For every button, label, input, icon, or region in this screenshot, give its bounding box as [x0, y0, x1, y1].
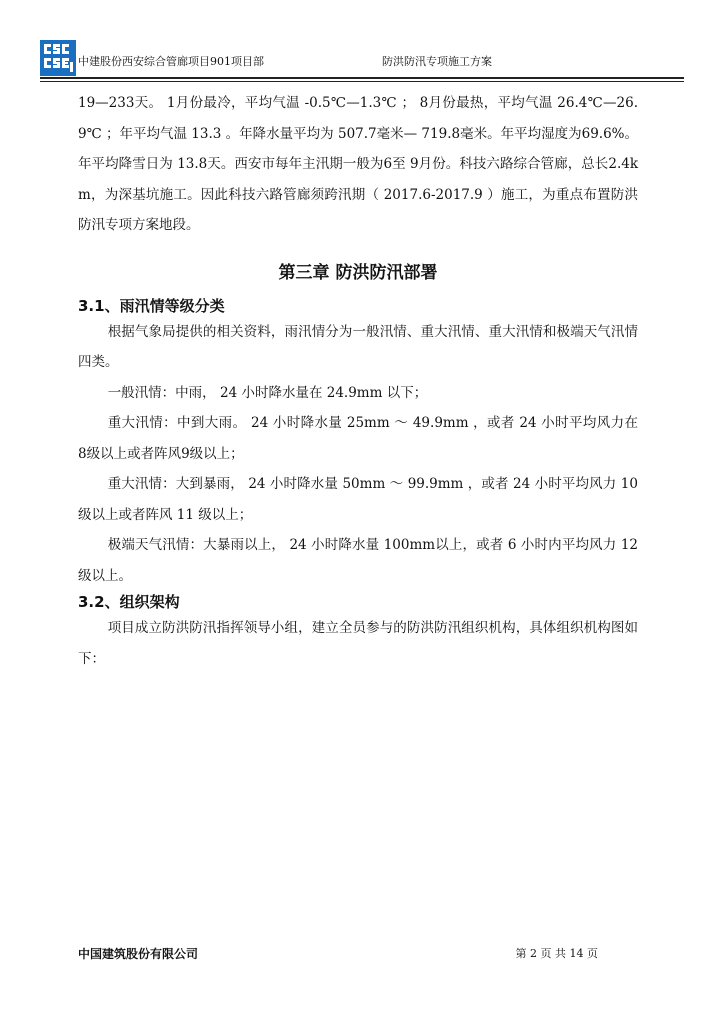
footer-company-name: 中国建筑股份有限公司	[78, 947, 199, 961]
flood-level-major-1: 重大汛情：中到大雨。 24 小时降水量 25mm ～ 49.9mm ，或者 24 小时平均风力在 8级以上或者阵风9级以上；	[78, 415, 638, 462]
flood-level-major-2: 重大汛情：大到暴雨， 24 小时降水量 50mm ～ 99.9mm ，或者 24 小时平均风力 10 级以上或者阵风 11 级以上；	[78, 476, 638, 523]
cscec-logo-icon	[40, 40, 76, 76]
chapter-title: 第三章 防洪防汛部署	[278, 262, 438, 283]
organization-paragraph: 项目成立防洪防汛指挥领导小组，建立全员参与的防洪防汛组织机构，具体组织机构图如下：	[78, 620, 638, 667]
climate-paragraph: 19—233天。 1月份最冷，平均气温 -0.5℃—1.3℃ ； 8月份最热，平均气温 26.4℃—26.9℃ ；年平均气温 13.3 。年降水量平均为 507.7毫米— 719.8毫米。年平均湿度为69.6%。年平均降雪日为 13.8天。西安市每年主汛期一般为6至 9月份。科技六路综合管廊，总长2.4km，为深基坑施工。因此科技六路管廊须跨汛期（ 2017.6-2017.9 ）施工，为重点布置防洪防汛专项方案地段。	[78, 95, 638, 233]
flood-level-extreme: 极端天气汛情：大暴雨以上， 24 小时降水量 100mm以上，或者 6 小时内平均风力 12 级以上。	[78, 537, 638, 584]
header-document-title: 防洪防汛专项施工方案	[382, 55, 492, 68]
page-content	[78, 88, 638, 674]
flood-level-general: 一般汛情：中雨， 24 小时降水量在 24.9mm 以下；	[107, 384, 428, 401]
section-title-organization: 3.2、组织架构	[78, 593, 180, 611]
header-project-name: 中建股份西安综合管廊项目901项目部	[78, 55, 264, 68]
header-divider-thick	[40, 77, 684, 79]
flood-levels-intro: 根据气象局提供的相关资料，雨汛情分为一般汛情、重大汛情、重大汛情和极端天气汛情四类。	[78, 323, 638, 370]
page-number: 第 2 页 共 14 页	[515, 947, 598, 960]
section-title-flood-levels: 3.1、雨汛情等级分类	[78, 296, 225, 315]
page-header	[40, 40, 684, 80]
page-footer	[78, 945, 598, 969]
header-divider-thin	[40, 81, 684, 82]
